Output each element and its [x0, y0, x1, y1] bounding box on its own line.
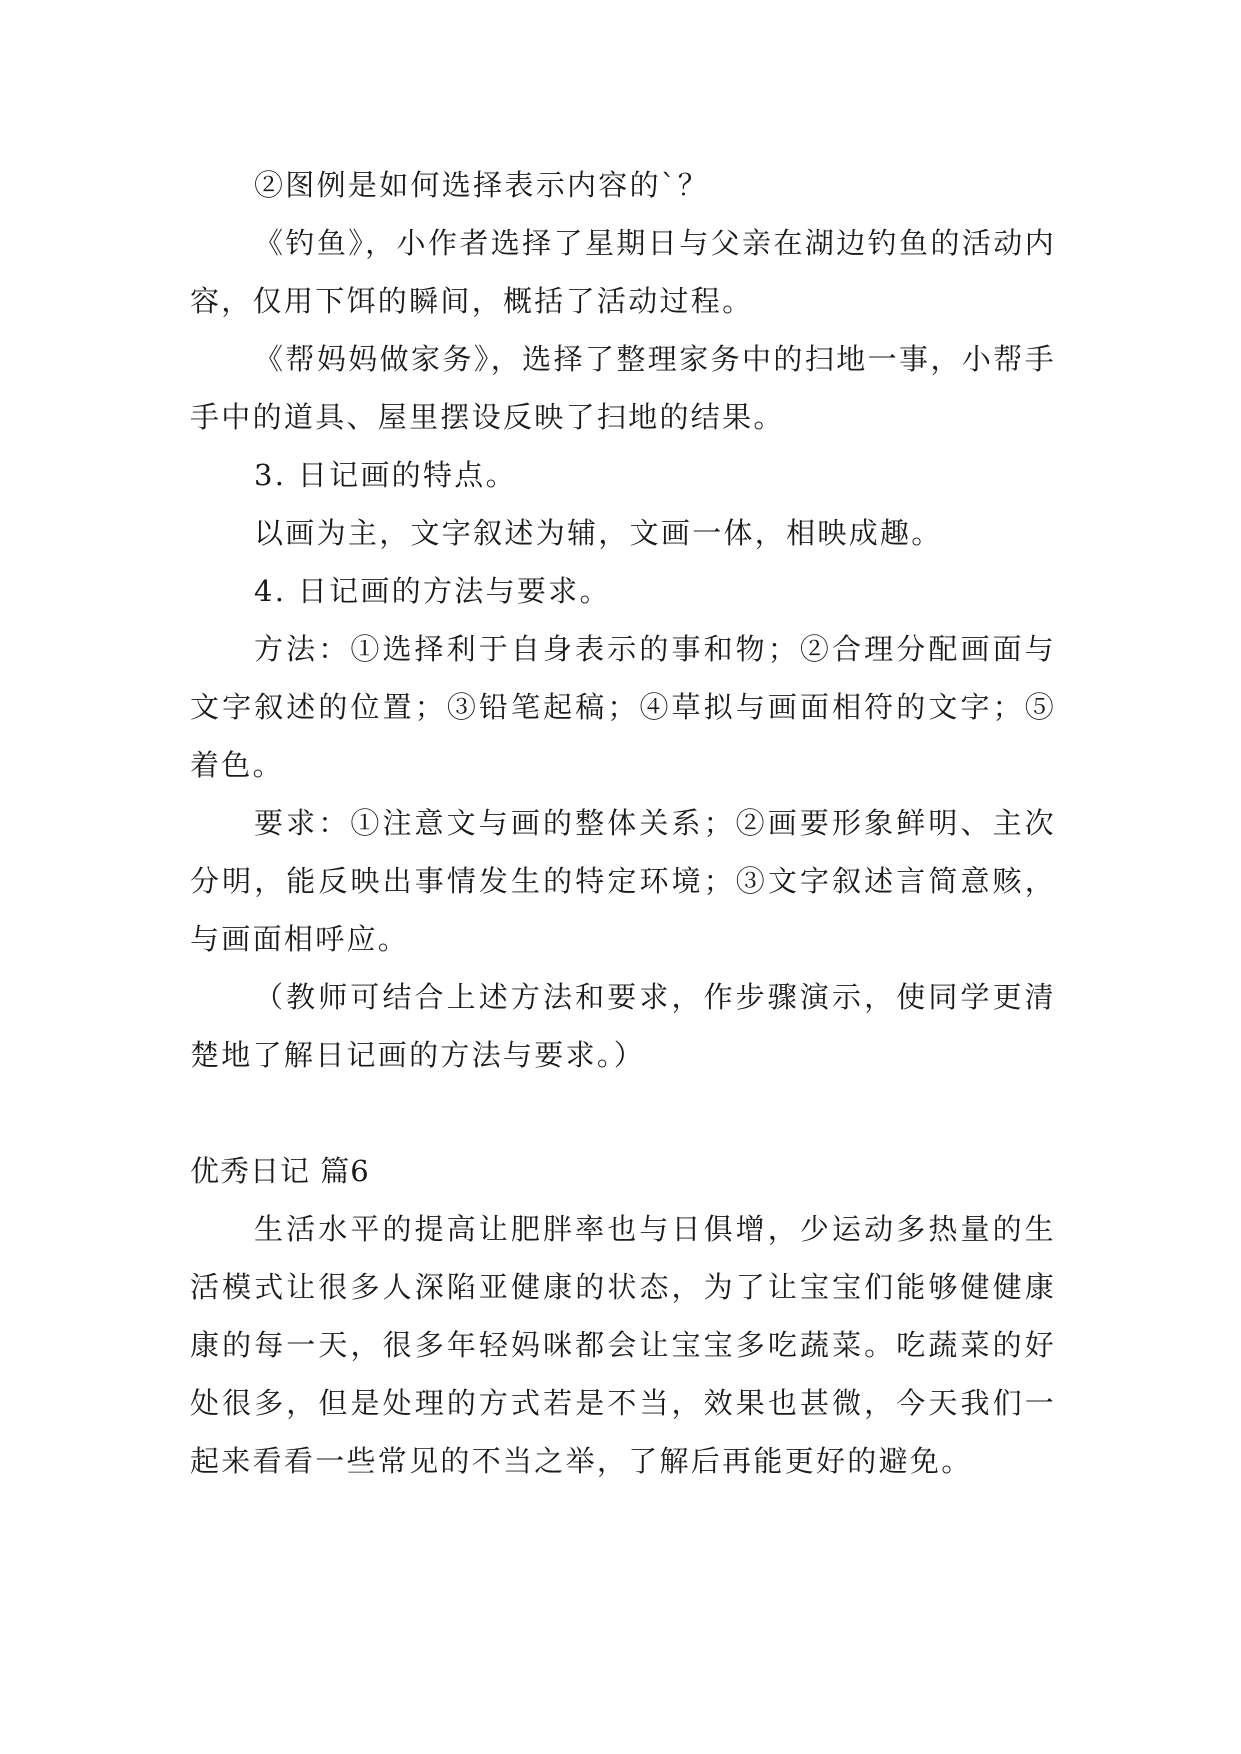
paragraph-vegetables: 生活水平的提高让肥胖率也与日俱增，少运动多热量的生活模式让很多人深陷亚健康的状态，为了让宝宝们能够健健康康的每一天，很多年轻妈咪都会让宝宝多吃蔬菜。吃蔬菜的好处很多，但是处理的方式若是不当，效果也甚微，今天我们一起来看看一些常见的不当之举，了解后再能更好的避免。	[190, 1212, 1056, 1478]
paragraph-features: 以画为主，文字叙述为辅，文画一体，相映成趣。	[254, 516, 943, 550]
paragraph-fishing: 《钓鱼》，小作者选择了星期日与父亲在湖边钓鱼的活动内容，仅用下饵的瞬间，概括了活动过程。	[190, 226, 1056, 318]
paragraph-methods: 方法：①选择利于自身表示的事和物；②合理分配画面与文字叙述的位置；③铅笔起稿；④草拟与画面相符的文字；⑤着色。	[190, 632, 1056, 782]
section-heading: 优秀日记 篇6	[190, 1154, 370, 1188]
paragraph-requirements: 要求：①注意文与画的整体关系；②画要形象鲜明、主次分明，能反映出事情发生的特定环境；③文字叙述言简意赅，与画面相呼应。	[190, 806, 1056, 956]
paragraph-teacher-note: （教师可结合上述方法和要求，作步骤演示，使同学更清楚地了解日记画的方法与要求。）	[190, 980, 1056, 1072]
document-body	[190, 156, 1056, 1490]
paragraph-legend-question: ②图例是如何选择表示内容的`？	[254, 168, 710, 202]
paragraph-housework: 《帮妈妈做家务》，选择了整理家务中的扫地一事，小帮手手中的道具、屋里摆设反映了扫地的结果。	[190, 342, 1056, 434]
paragraph-features-heading: 3. 日记画的特点。	[254, 458, 517, 492]
paragraph-methods-heading: 4. 日记画的方法与要求。	[254, 574, 611, 608]
